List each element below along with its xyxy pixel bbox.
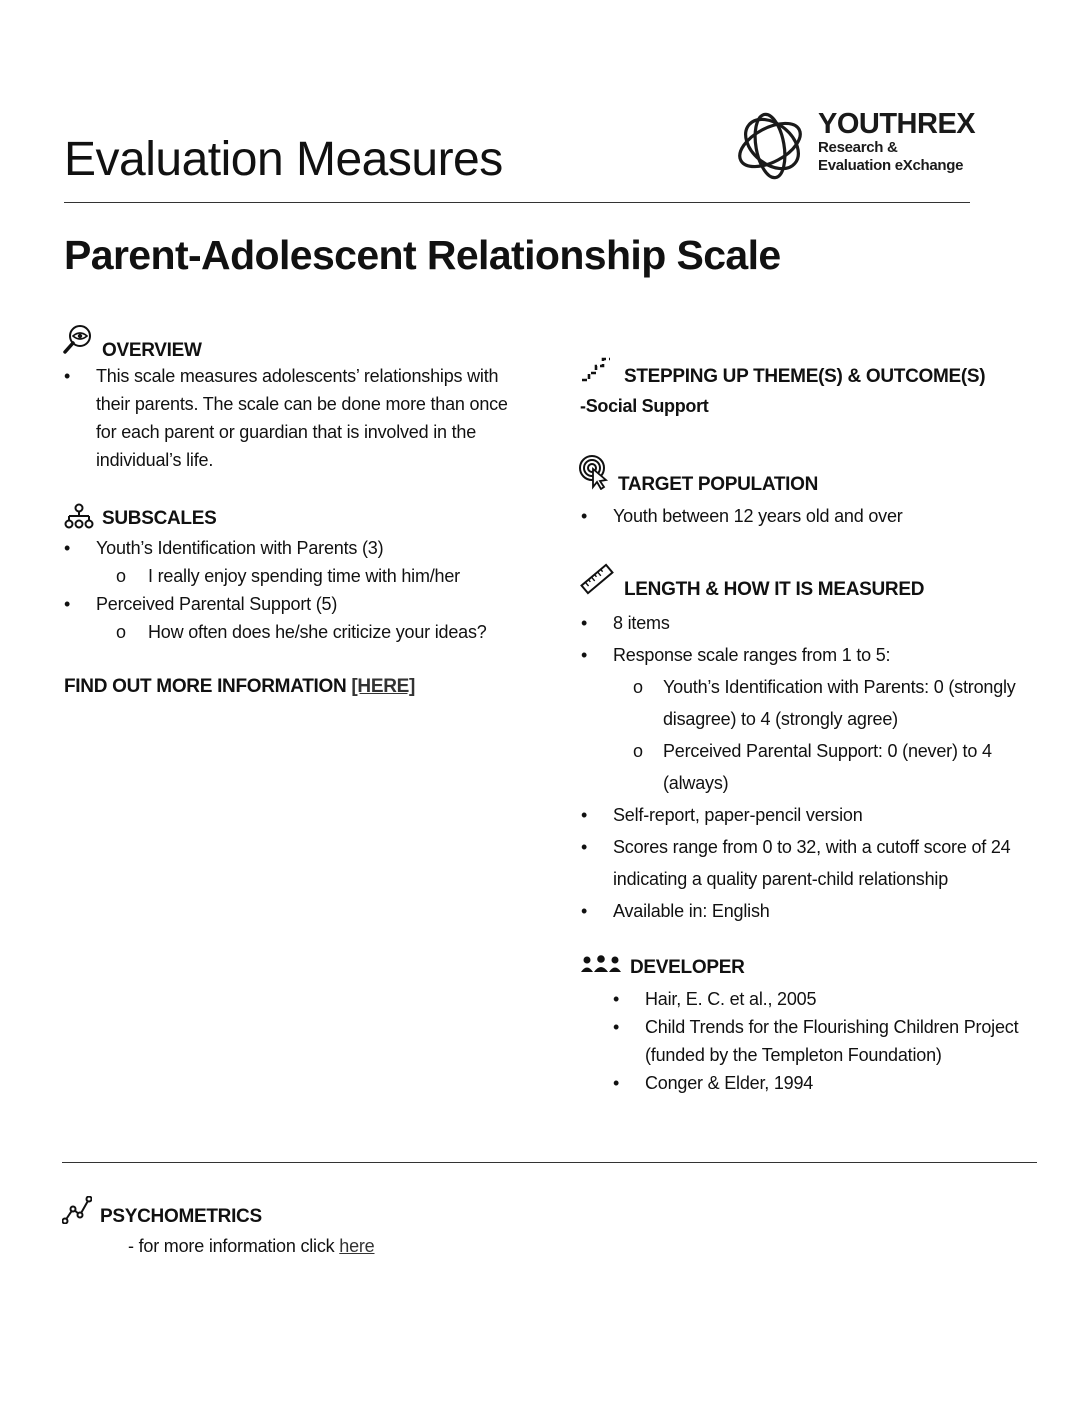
sub-list-item: [581, 671, 1031, 735]
subscale-example: How often does he/she criticize your ideas?: [148, 622, 487, 642]
footer-divider: [62, 1162, 1037, 1163]
psychometrics-link[interactable]: here: [339, 1236, 375, 1256]
list-item: [613, 985, 1033, 1013]
developer-item: Child Trends for the Flourishing Children Project (funded by the Templeton Foundation): [645, 1017, 1019, 1065]
youthrex-logo: [734, 108, 974, 182]
length-sub-item: Youth’s Identification with Parents: 0 (strongly disagree) to 4 (strongly agree): [663, 677, 1016, 729]
list-item: [613, 1013, 1033, 1069]
logo-subtitle-2: Evaluation eXchange: [818, 157, 964, 174]
stepping-up-value: -Social Support: [580, 396, 709, 416]
list-item: [581, 639, 1031, 671]
target-population-heading: [578, 454, 818, 496]
overview-heading: [62, 322, 202, 362]
magnifier-eye-icon: [62, 324, 94, 360]
hierarchy-icon: [64, 503, 94, 535]
list-item: [613, 1069, 1033, 1097]
developer-item: Conger & Elder, 1994: [645, 1073, 814, 1093]
overview-heading-label: OVERVIEW: [102, 340, 202, 361]
subscale-example: I really enjoy spending time with him/her: [148, 566, 460, 586]
line-graph-icon: [62, 1196, 92, 1230]
find-more-line: [64, 676, 415, 698]
length-heading-label: LENGTH & HOW IT IS MEASURED: [624, 579, 925, 600]
psychometrics-label: - for more information click: [128, 1236, 340, 1256]
length-item: Self-report, paper-pencil version: [613, 805, 863, 825]
find-more-link[interactable]: [HERE]: [351, 676, 416, 697]
overview-list: [64, 362, 524, 474]
subscales-list: [64, 534, 534, 646]
list-item: [581, 502, 1041, 530]
length-item: 8 items: [613, 613, 670, 633]
sub-list-item: [581, 735, 1031, 799]
list-item: [581, 799, 1031, 831]
ruler-icon: [580, 563, 614, 601]
length-list: [581, 607, 1031, 927]
psychometrics-text: [128, 1232, 375, 1260]
subscale-label: Youth’s Identification with Parents (3): [96, 538, 384, 558]
target-population-heading-label: TARGET POPULATION: [618, 474, 819, 495]
find-more-label: FIND OUT MORE INFORMATION: [64, 676, 352, 697]
people-group-icon: [580, 955, 622, 981]
list-item: [581, 831, 1031, 895]
developer-heading-label: DEVELOPER: [630, 957, 745, 978]
developer-list: [613, 985, 1033, 1097]
document-title: Evaluation Measures: [64, 133, 503, 186]
logo-subtitle-1: Research &: [818, 139, 898, 156]
target-population-item: Youth between 12 years old and over: [613, 506, 903, 526]
list-item: [64, 362, 524, 474]
stepping-up-heading-label: STEPPING UP THEME(S) & OUTCOME(S): [624, 366, 986, 387]
overview-text: This scale measures adolescents’ relationships with their parents. The scale can be done more than once for each parent or guardian that is involved in the individual’s life.: [96, 366, 508, 470]
subscales-heading-label: SUBSCALES: [102, 508, 217, 529]
length-item: Scores range from 0 to 32, with a cutoff score of 24 indicating a quality parent-child relationship: [613, 837, 1011, 889]
header-divider: [64, 202, 970, 203]
stepping-up-heading: [580, 352, 985, 388]
developer-heading: [580, 955, 745, 981]
length-item: Available in: English: [613, 901, 770, 921]
psychometrics-heading: [62, 1196, 262, 1230]
target-cursor-icon: [578, 454, 610, 496]
page-title: Parent-Adolescent Relationship Scale: [64, 232, 781, 278]
list-item: [64, 534, 534, 562]
list-item: [581, 895, 1031, 927]
length-item: Response scale ranges from 1 to 5:: [613, 645, 891, 665]
youthrex-orbit-icon: [734, 108, 810, 182]
sub-list-item: [64, 562, 534, 590]
length-sub-item: Perceived Parental Support: 0 (never) to 4 (always): [663, 741, 992, 793]
developer-item: Hair, E. C. et al., 2005: [645, 989, 817, 1009]
target-population-list: [581, 502, 1041, 530]
length-heading: [580, 563, 924, 601]
subscales-heading: [64, 503, 216, 535]
stairs-icon: [580, 352, 612, 388]
subscale-label: Perceived Parental Support (5): [96, 594, 338, 614]
psychometrics-heading-label: PSYCHOMETRICS: [100, 1206, 262, 1227]
list-item: [64, 590, 534, 618]
list-item: [581, 607, 1031, 639]
logo-name: YOUTHREX: [818, 108, 976, 140]
sub-list-item: [64, 618, 534, 646]
